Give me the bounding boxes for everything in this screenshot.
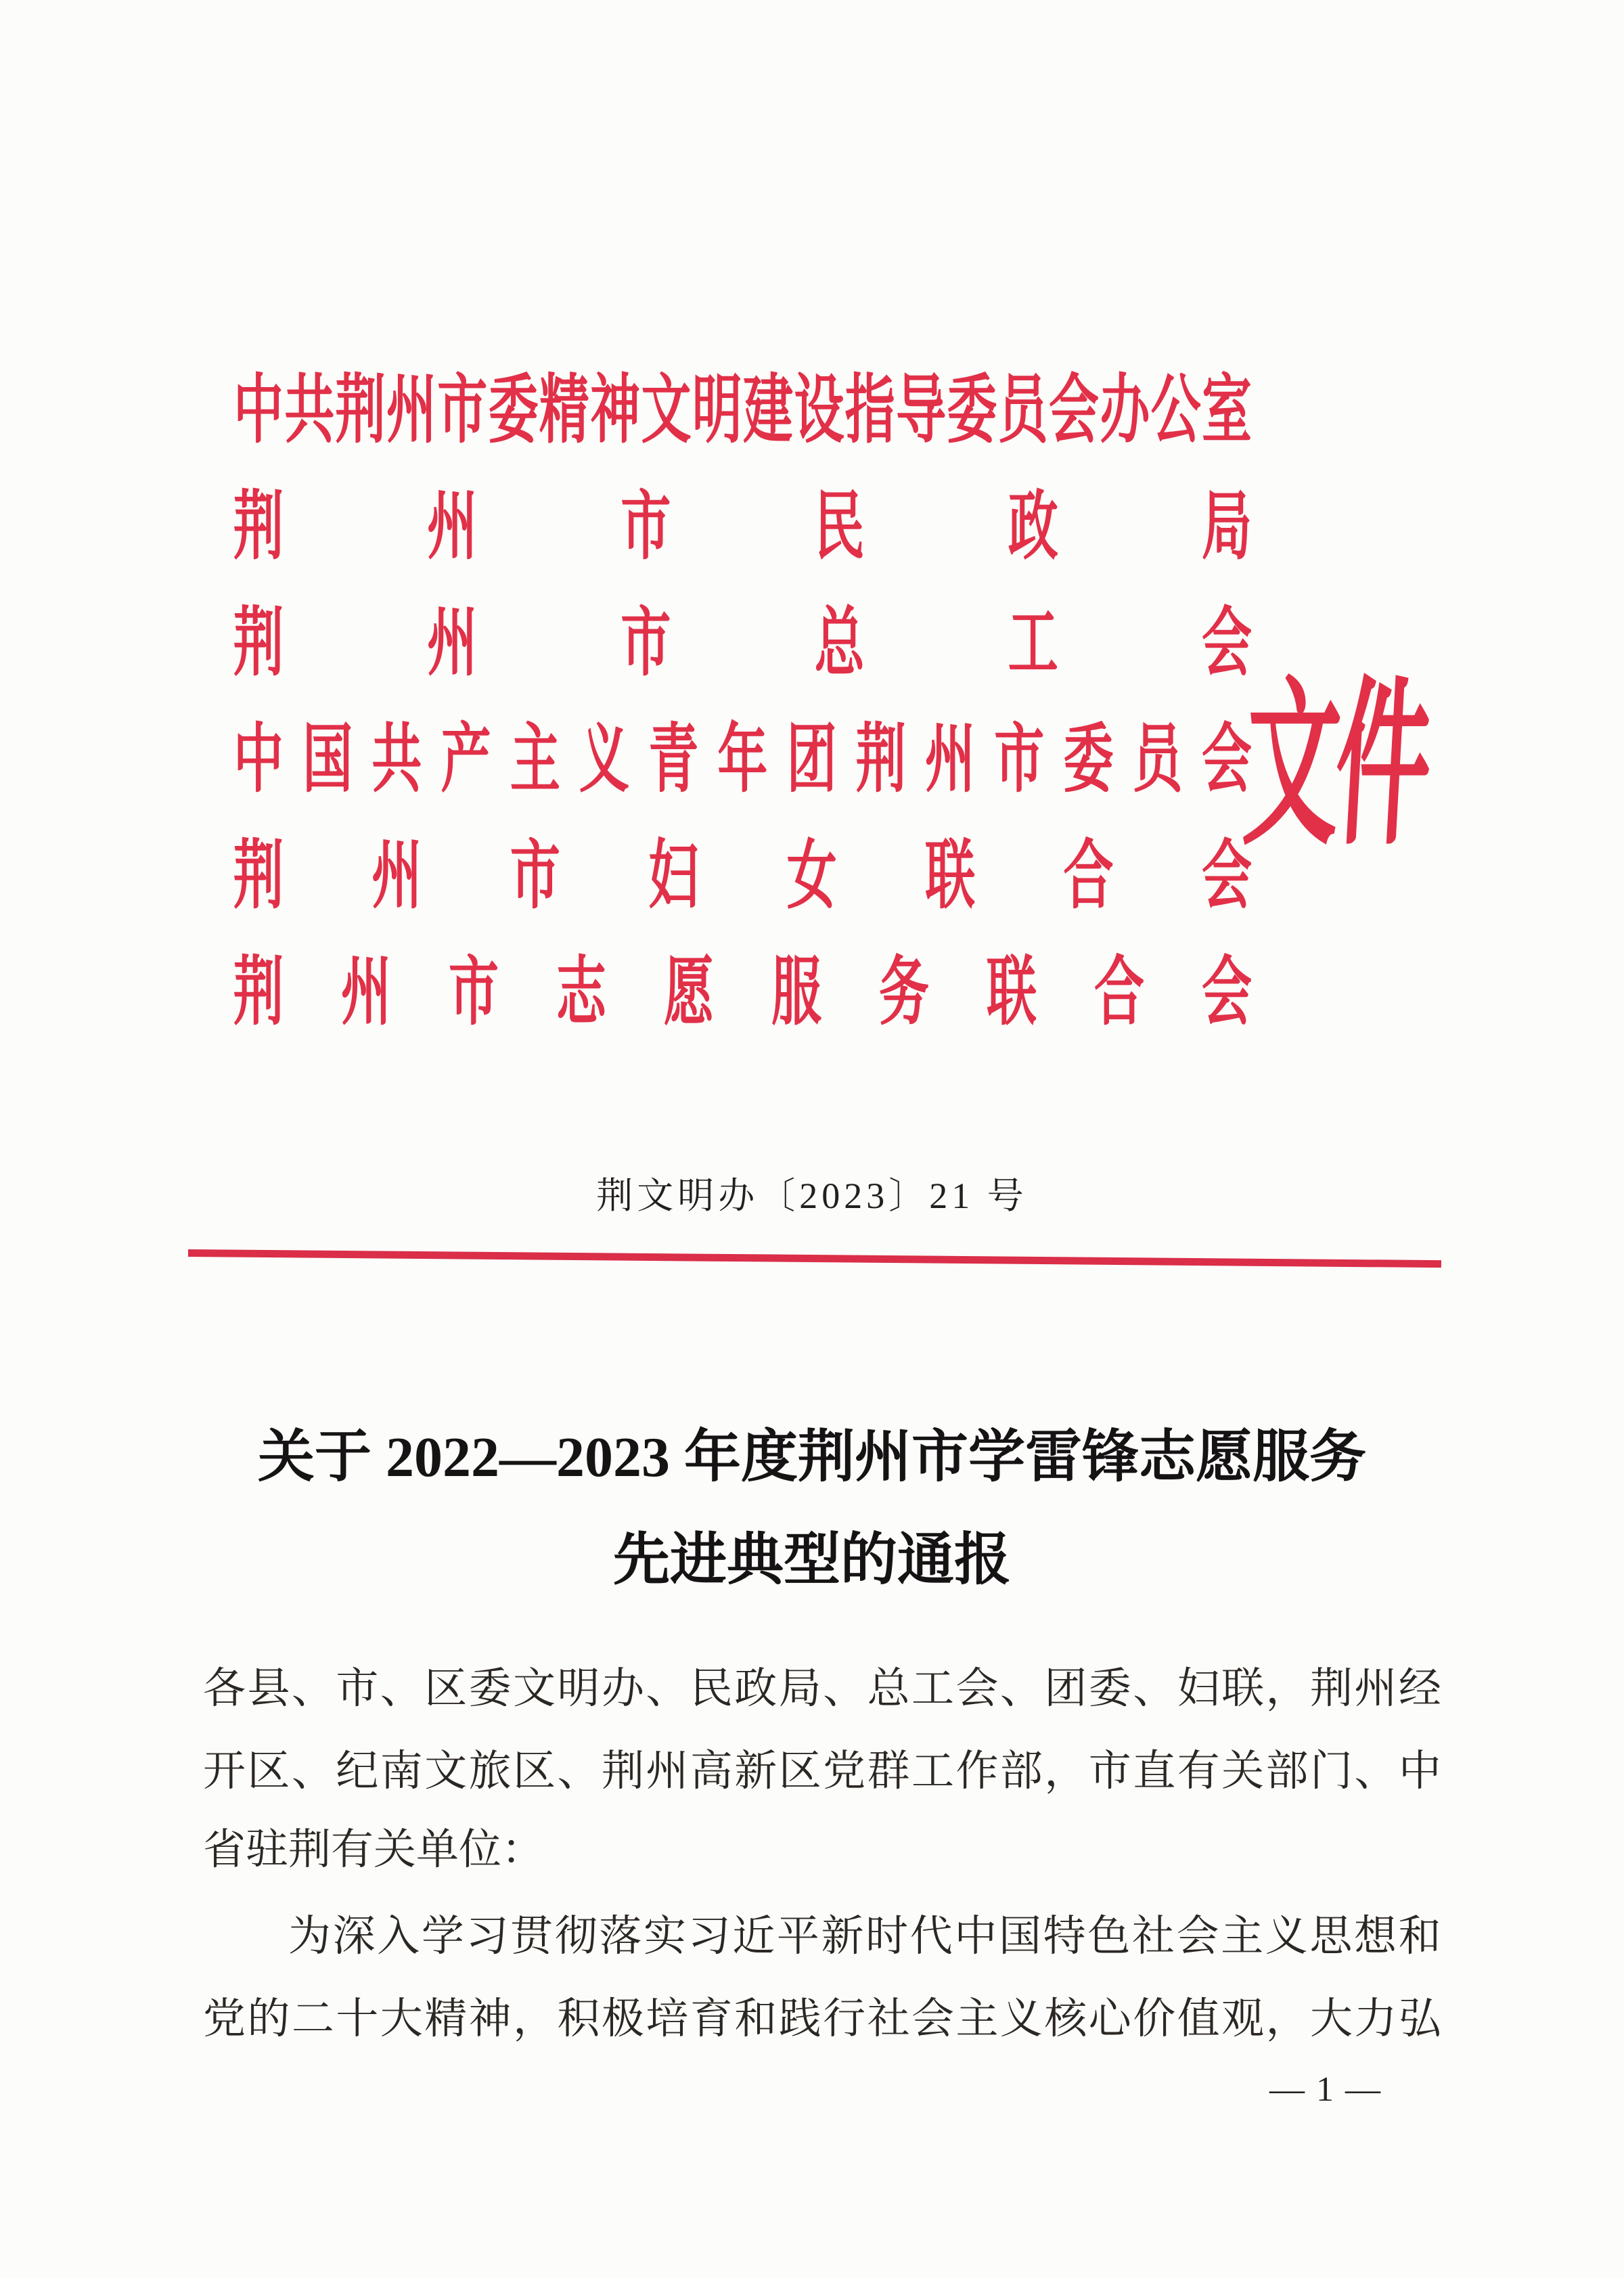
issuer-line-fulian: 荆 州 市 妇 女 联 合 会: [233, 835, 1252, 918]
salutation-line-3: 省驻荆有关单位：: [203, 1826, 544, 1873]
issuer-line-minzhengju: 荆 州 市 民 政 局: [233, 486, 1252, 569]
salutation-line-1: 各 县 、 市 、 区 委 文 明 办 、 民 政 局 、 总 工 会 、 团 委 、 妇 联 ， 荆 州 经: [203, 1664, 1441, 1712]
document-body: [203, 1643, 1441, 2056]
doc-number: 荆文明办〔2023〕21 号: [596, 1176, 1028, 1216]
issuer-line-wenmingban: 中 共 荆 州 市 委 精 神 文 明 建 设 指 导 委 员 会 办 公 室: [233, 370, 1252, 453]
salutation-line-2: 开 区 、 纪 南 文 旅 区 、 荆 州 高 新 区 党 群 工 作 部 ， 市 直 有 关 部 门 、 中: [203, 1747, 1441, 1795]
doc-type-label: 文件: [1239, 667, 1433, 867]
paragraph-line-1: 为 深 入 学 习 贯 彻 落 实 习 近 平 新 时 代 中 国 特 色 社 会 主 义 思 想 和: [288, 1912, 1441, 1960]
paragraph-line-2: 党 的 二 十 大 精 神 ， 积 极 培 育 和 践 行 社 会 主 义 核 心 价 值 观 ， 大 力 弘: [203, 1994, 1441, 2042]
red-separator-line: [188, 1249, 1441, 1268]
issuer-line-zhiyuanfuwu: 荆 州 市 志 愿 服 务 联 合 会: [233, 952, 1252, 1035]
issuer-line-gongqingtuan: 中 国 共 产 主 义 青 年 团 荆 州 市 委 员 会: [233, 719, 1252, 802]
title-line-2: 先进典型的通报: [612, 1529, 1011, 1592]
issuer-line-zonggonghui: 荆 州 市 总 工 会: [233, 602, 1252, 686]
title-line-1: 关于 2022—2023 年度荆州市学雷锋志愿服务: [257, 1426, 1366, 1489]
document-title: [0, 1406, 1624, 1612]
page-number: — 1 —: [1269, 2070, 1382, 2109]
issuer-block: [233, 346, 1252, 1044]
